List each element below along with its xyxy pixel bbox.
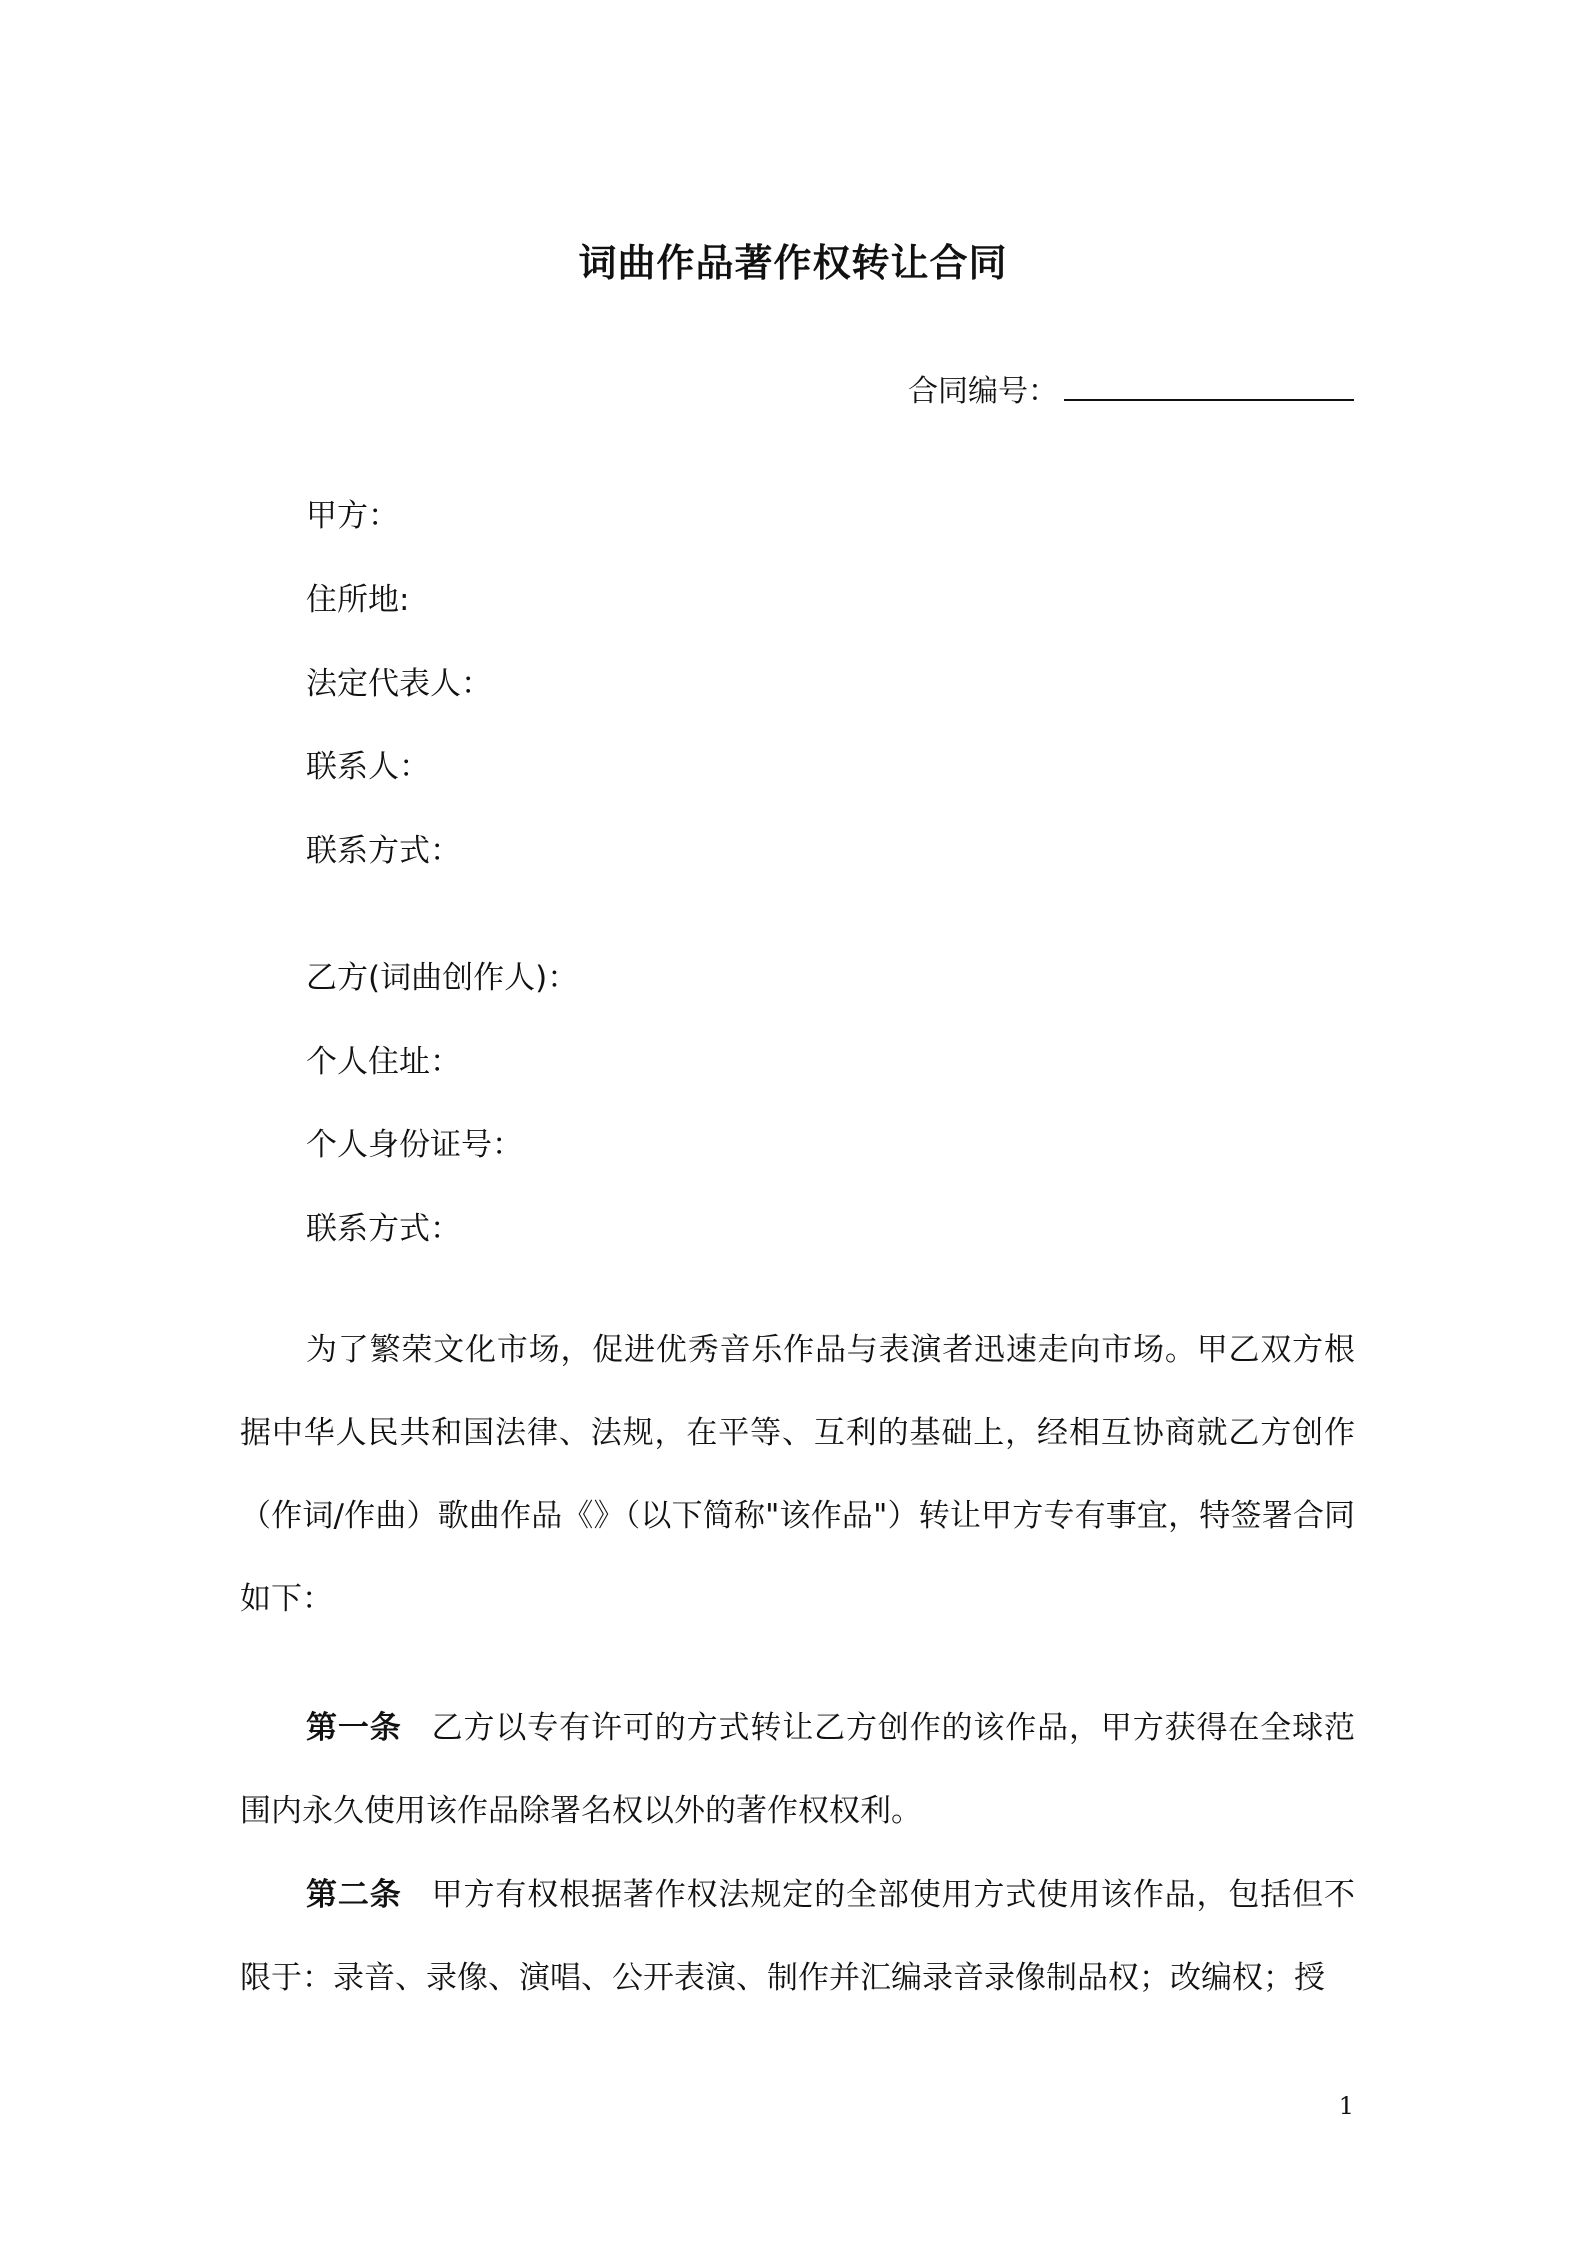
party-b-heading: 乙方(词曲创作人)： [306, 960, 579, 996]
document-title: 词曲作品著作权转让合同 [578, 241, 1008, 285]
contract-number [908, 366, 1354, 410]
party-a-contact-info: 联系方式： [306, 833, 461, 869]
party-b-id-number: 个人身份证号： [306, 1127, 523, 1163]
party-b-address: 个人住址： [306, 1044, 461, 1080]
party-a-legal-representative: 法定代表人： [306, 666, 492, 702]
article-1 [240, 1687, 1355, 1853]
preamble-paragraph: 为了繁荣文化市场，促进优秀音乐作品与表演者迅速走向市场。甲乙双方根据中华人民共和国法律、法规，在平等、互利的基础上，经相互协商就乙方创作（作词/作曲）歌曲作品《》（以下简称"该作品"）转让甲方专有事宜，特签署合同如下： [240, 1332, 1355, 1617]
article-2-text: 甲方有权根据著作权法规定的全部使用方式使用该作品，包括但不限于：录音、录像、演唱、公开表演、制作并汇编录音录像制品权；改编权；授 [240, 1877, 1356, 1996]
article-1-number: 第一条 [306, 1710, 402, 1746]
party-a-contact-person: 联系人： [306, 749, 430, 785]
party-b-contact-info: 联系方式： [306, 1211, 461, 1247]
contract-number-label: 合同编号： [908, 374, 1058, 409]
article-1-text: 乙方以专有许可的方式转让乙方创作的该作品，甲方获得在全球范围内永久使用该作品除署名权以外的著作权权利。 [240, 1710, 1356, 1829]
party-a-heading: 甲方： [306, 498, 399, 534]
page-number: 1 [1338, 2092, 1354, 2120]
article-2 [240, 1854, 1355, 2020]
article-2-number: 第二条 [306, 1877, 402, 1913]
party-a-address: 住所地: [306, 582, 410, 618]
contract-number-blank [1064, 371, 1354, 401]
